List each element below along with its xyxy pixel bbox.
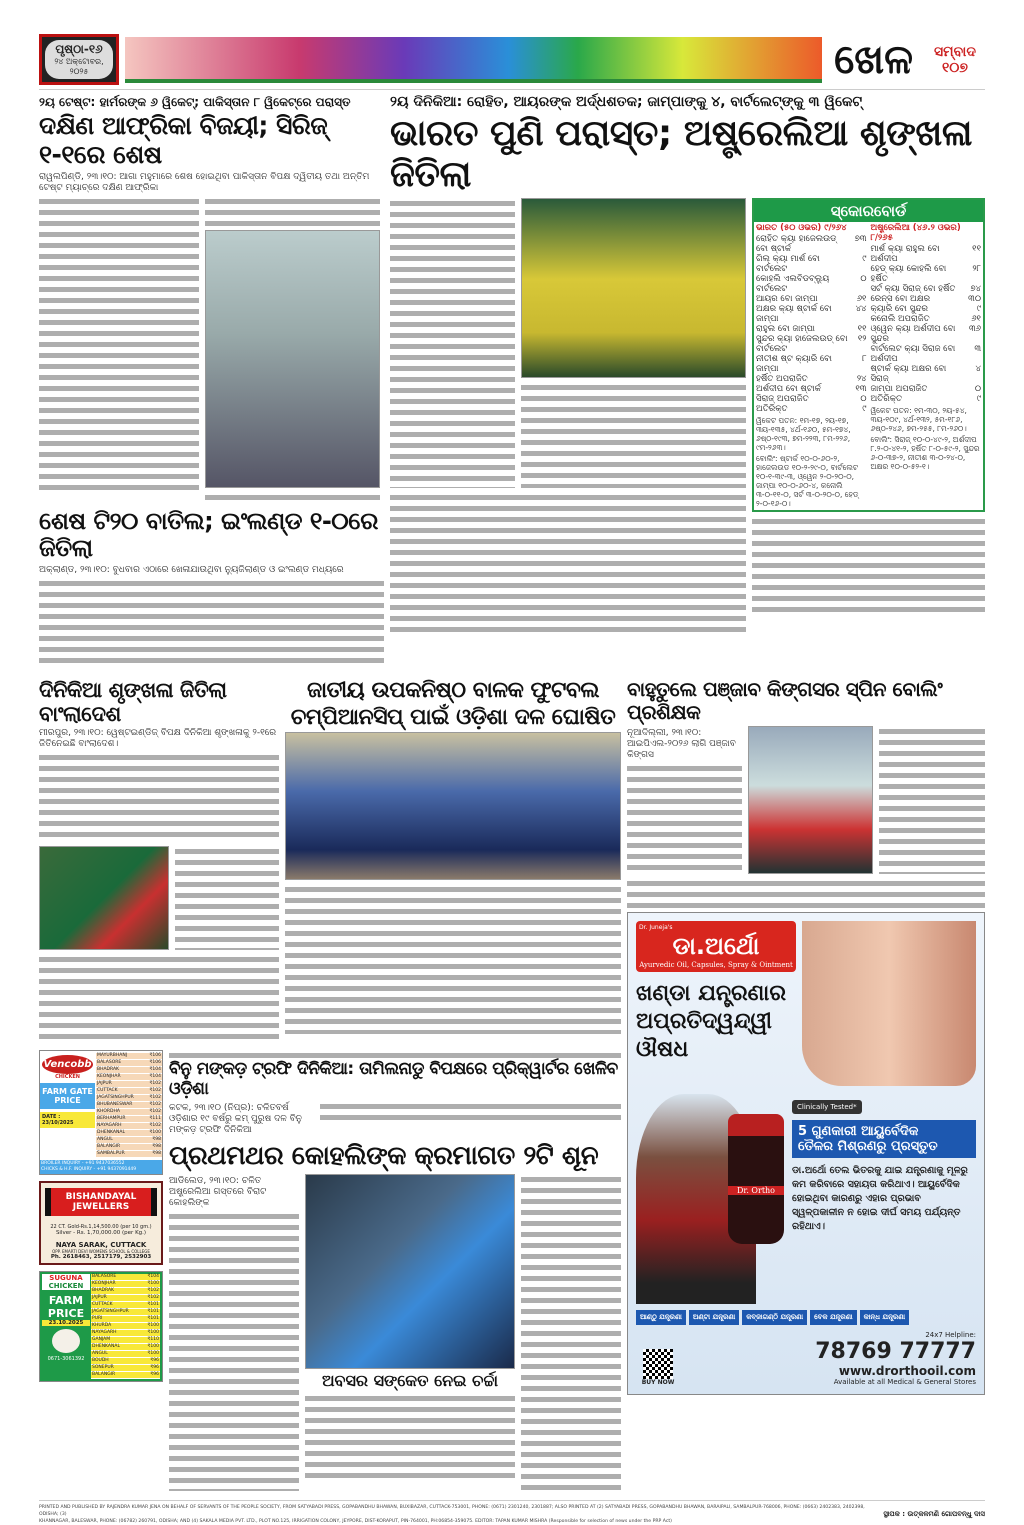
ban-body <box>39 752 279 842</box>
eng-lead: ଅକ୍‌ଲାଣ୍ଡ, ୨୩।୧୦: ବୁଧବାର ଏଠାରେ ଖେଳାଯାଉଥିବା ନ୍ୟୁଜିଲାଣ୍ଡ ଓ ଇଂଲଣ୍ଡ ମଧ୍ୟରେ <box>39 564 344 575</box>
pbks-body <box>627 763 742 873</box>
value-cell: ₹101 <box>144 1315 160 1322</box>
helpline-label: 24x7 Helpline: <box>925 1330 976 1339</box>
australia-total: ଅଷ୍ଟ୍ରେଲିଆ (୪୬.୨ ଓଭର) ୮/୨୬୫ <box>870 222 961 243</box>
value-cell: ୨୮ <box>972 263 981 274</box>
label-cell: ANGUL <box>91 1350 144 1357</box>
vinu-kohli-stories <box>169 1050 621 1494</box>
ad-band-text-1: 5 ଗୁଣକାରୀ ଆୟୁର୍ବେଦିକ <box>798 1123 919 1139</box>
label-cell: ସୁନ୍ଦର କ୍ୟା ହାଜେଲଉଡ୍ ବୋ ବାର୍ଟଲେଟ <box>756 333 848 354</box>
table-row <box>96 1101 162 1108</box>
table-row <box>754 394 869 404</box>
imprint-line-1: PRINTED AND PUBLISHED BY RAJENDRA KUMAR JENA ON BEHALF OF SERVANTS OF THE PEOPLE SOCIETY, FROM SATYABADI PRESS, GOPABANDHU BHAWAN, BUXIBAZAR, CUTTACK-753001, PHONE: (0671) 2301240, 2301887; ALSO PRINTED AT (2) SATYABADI PRESS, GOPABANDHU BHAWAN, BARAIPALI, SAMBALPUR-768006, PHONE: (0663) 2402383, 2402398, ODISHA; (3) <box>39 1504 865 1517</box>
label-cell: JAJPUR <box>96 1080 146 1087</box>
vinu-lead: କଟକ, ୨୩।୧୦ (ନିପ୍ର): ଚଳିତବର୍ଷ ଓଡ଼ିଶାର ୧୯ ବର୍ଷରୁ କମ୍ ପୁରୁଷ ଦଳ ବିନୁ ମଙ୍କଡ଼ ଟ୍ରଫି ଦିନିକିଆ <box>169 1103 302 1136</box>
vencobb-label: FARM GATE PRICE <box>40 1083 95 1109</box>
suguna-label: FARM <box>48 1293 84 1307</box>
founder: ସ୍ଥାପକ : ଉତ୍କଳମଣି ଗୋପବନ୍ଧୁ ଦାସ <box>883 1509 985 1518</box>
value-cell: ₹104 <box>146 1073 162 1080</box>
sa-lead: ରାୱଲପିଣ୍ଡି, ୨୩।୧୦: ଆଗା ମହୁମାରେ ଶେଷ ହୋଇଥିବା ପାକିସ୍ତାନ ବିପକ୍ଷ ଦ୍ୱିତୀୟ ତଥା ଅନ୍ତିମ ଟେଷ୍ଟ ମ୍ୟାଚ୍‌ରେ ଦକ୍ଷିଣ ଆଫ୍ରିକା <box>39 171 370 193</box>
label-cell: ହେଡ୍ କ୍ୟା କୋହଲି ବୋ ହର୍ଷିତ <box>870 263 947 284</box>
imprint-line-2: KHANNAGAR, BALESWAR, PHONE: (06782) 260791, ODISHA; AND (4) SAKALA MEDIA PVT. LTD., PLOT NO.125, IRRIGATION COLONY, JEYPORE, DIST-KORAPUT, PIN-764001, PH:06854-359075. EDITOR: TAPAN KUMAR MISHRA (Responsible for selection of news under the PRP Act) <box>39 1518 672 1524</box>
ban-body-2 <box>175 846 279 950</box>
label-cell: ରାହୁଲ ବୋ ଜାମ୍ପା <box>756 323 815 334</box>
table-row <box>96 1080 162 1087</box>
silver-rate: Silver - Rs. 1,70,000.00 (per Kg.) <box>55 1229 147 1236</box>
table-row <box>91 1371 160 1378</box>
page-header <box>39 34 985 90</box>
pain-label: କବ୍‌ଜାଗଣ୍ଠି ଯନ୍ତ୍ରଣା <box>742 1310 807 1325</box>
qr-code[interactable] <box>643 1349 673 1379</box>
label-cell: BHUBANESWAR <box>96 1101 146 1108</box>
ban-lead: ମୀରପୁର, ୨୩।୧୦: ୱେଷ୍ଟଇଣ୍ଡିଜ୍ ବିପକ୍ଷ ଦିନିକିଆ ଶୃଙ୍ଖଳାକୁ ୨-୧ରେ ଜିତିନେଇଛି ବାଂଲାଦେଶ। <box>39 727 277 749</box>
label-cell: GANJAM <box>91 1336 144 1343</box>
bottle-label: Dr. Ortho <box>728 1186 784 1195</box>
jeweller-name: BISHANDAYAL <box>65 1191 137 1202</box>
india-innings <box>754 222 869 510</box>
value-cell: ୬୧ <box>856 293 867 304</box>
vencobb-logo: Vencobb <box>42 1055 93 1074</box>
left-column <box>39 94 384 668</box>
table-row <box>96 1143 162 1150</box>
value-cell: ₹106 <box>146 1059 162 1066</box>
kohli-caption: ଅବସର ସଙ୍କେତ ନେଇ ଚର୍ଚ୍ଚା <box>321 1370 499 1390</box>
vencobb-price-table <box>96 1053 162 1158</box>
ad-band-text-2: ତୈଳର ମିଶ୍ରଣରୁ ପ୍ରସ୍ତୁତ <box>798 1138 938 1154</box>
label-cell: ସିରାଜ୍ ଅପରାଜିତ <box>756 393 809 404</box>
suguna-price-table <box>91 1274 160 1379</box>
ad-headline-2: ଅପ୍ରତିଦ୍ୱନ୍ଦ୍ୱୀ ଔଷଧ <box>636 1008 772 1062</box>
pain-list <box>636 1310 976 1325</box>
sa-trophy-photo <box>205 230 380 488</box>
table-row <box>869 344 984 364</box>
ban-headline: ଦିନିକିଆ ଶୃଙ୍ଖଳା ଜିତିଲା ବାଂଲାଦେଶ <box>39 677 227 726</box>
value-cell: ₹106 <box>146 1053 162 1060</box>
table-row <box>869 364 984 384</box>
table-row <box>96 1150 162 1157</box>
label-cell: BALANGIR <box>96 1143 146 1150</box>
value-cell: ୦ <box>860 273 867 284</box>
value-cell: ₹96 <box>144 1357 160 1364</box>
value-cell: ୧୨ <box>857 333 867 344</box>
suguna-date: 23.10.2025 <box>42 1320 90 1326</box>
value-cell: ୭୩ <box>854 233 867 244</box>
ind-kicker: ୨ୟ ଦିନିକିଆ: ରୋହିତ, ଆୟରଙ୍କ ଅର୍ଦ୍ଧଶତକ; ଜାମ୍ପାଙ୍କୁ ୪, ବାର୍ଟଲେଟ୍‌ଙ୍କୁ ୩ ୱିକେଟ୍ <box>390 94 863 110</box>
table-row <box>869 284 984 294</box>
value-cell: ୩୬ <box>968 323 981 334</box>
label-cell: NAYAGARH <box>91 1329 144 1336</box>
lower-left <box>39 676 621 1494</box>
website[interactable]: www.drorthooil.com <box>838 1363 976 1378</box>
vencobb-ad[interactable] <box>39 1050 163 1175</box>
kohli-lead: ଆଡିଲେଡ, ୨୩।୧୦: ଚଳିତ ଅଷ୍ଟ୍ରେଲିଆ ଗସ୍ତରେ ବିରାଟ କୋହଲିଙ୍କ <box>169 1175 267 1208</box>
value-cell: ୪୪ <box>855 303 867 314</box>
pain-label: ଅଣ୍ଟା ଯନ୍ତ୍ରଣା <box>689 1310 739 1325</box>
chicken-image <box>52 1329 80 1353</box>
vinu-body <box>320 1101 621 1123</box>
vencobb-sub: CHICKEN <box>55 1073 80 1080</box>
table-row <box>754 294 869 304</box>
table-row <box>91 1329 160 1336</box>
label-cell: KEONJHAR <box>96 1073 146 1080</box>
table-row <box>96 1087 162 1094</box>
vencobb-phone-2[interactable]: +91 9437091449 <box>96 1166 137 1172</box>
pbks-headline: ବାହୁତୁଲେ ପଞ୍ଜାବ କିଙ୍ଗସର ସ୍ପିନ ବୋଲିଂ ପ୍ରଶିକ୍ଷକ <box>627 676 943 724</box>
label-cell: ନୀତୀଶ ଷ୍ଟ କ୍ୟାରି ବୋ ଜାମ୍ପା <box>756 353 832 374</box>
table-row <box>91 1357 160 1364</box>
section-title: ଖେଳ <box>834 36 913 83</box>
table-row <box>91 1294 160 1301</box>
table-row <box>754 234 869 254</box>
table-row <box>869 264 984 284</box>
foot-body <box>285 884 621 1034</box>
label-cell: ବାର୍ଟଲେଟ କ୍ୟା ସିରାଜ ବୋ ଅର୍ଶଦୀପ <box>870 343 956 364</box>
value-cell: ₹104 <box>144 1274 160 1281</box>
label-cell: ହର୍ଷିତ ଅପରାଜିତ <box>756 373 808 384</box>
ambassador-area <box>636 1094 786 1304</box>
right-column <box>390 94 985 632</box>
oil-bottle <box>728 1114 784 1244</box>
pbks-lead: ନୂଆଦିଲ୍ଲୀ, ୨୩।୧୦: ଆଇପିଏଲ-୨୦୨୬ ଲାଗି ପଞ୍ଜାବ କିଙ୍ଗସ <box>627 727 736 760</box>
value-cell: ₹102 <box>146 1087 162 1094</box>
jeweller-address-2: OPP. EMARTI DEVI WOMENS SCHOOL & COLLEGE <box>52 1248 150 1254</box>
jeweller-phone: Ph. 2618463, 2517179, 2532903 <box>50 1253 152 1260</box>
label-cell: କନୋଲି ଅପରାଜିତ <box>870 313 930 324</box>
sa-kicker: ୨ୟ ଟେଷ୍ଟ: ହାର୍ମରଙ୍କ ୬ ୱିକେଟ୍; ପାକିସ୍ତାନ ୮ ୱିକେଟ୍‌ରେ ପରାସ୍ତ <box>39 95 351 109</box>
value-cell: ₹100 <box>144 1329 160 1336</box>
value-cell: ୨୪ <box>856 373 867 384</box>
vinu-headline: ବିନୁ ମଙ୍କଡ଼ ଟ୍ରଫି ଦିନିକିଆ: ତାମିଲନାଡୁ ବିପକ୍ଷରେ ପ୍ରିକ୍ୱାର୍ଟର ଖେଳିବ ଓଡ଼ିଶା <box>169 1058 618 1099</box>
label-cell: ଅତିରିକ୍ତ <box>756 403 788 414</box>
label-cell: KHURDA <box>91 1322 144 1329</box>
footer <box>39 1500 985 1525</box>
label-cell: SONEPUR <box>91 1364 144 1371</box>
helpline-number[interactable]: 78769 77777 <box>815 1338 976 1364</box>
table-row <box>91 1287 160 1294</box>
sa-body <box>39 196 199 496</box>
label-cell: ଓ୍ୱେନ କ୍ୟା ଅର୍ଶଦୀପ ବୋ ସୁନ୍ଦର <box>870 323 956 344</box>
value-cell: ୮ <box>862 353 867 364</box>
table-row <box>869 384 984 394</box>
sports-banner <box>125 37 822 83</box>
table-row <box>869 314 984 324</box>
table-row <box>91 1343 160 1350</box>
value-cell: ₹102 <box>146 1108 162 1115</box>
jeweller-address: NAYA SARAK, CUTTACK <box>55 1240 147 1249</box>
table-row <box>754 404 869 414</box>
label-cell: PURI <box>91 1315 144 1322</box>
label-cell: NAYAGARH <box>96 1122 146 1129</box>
value-cell: ₹101 <box>144 1301 160 1308</box>
vencobb-enquiry: BROILER INQUIRY - <box>41 1160 84 1166</box>
label-cell: BALANGIR <box>91 1371 144 1378</box>
pbks-body-3 <box>627 878 985 908</box>
table-row <box>869 294 984 304</box>
ad-tagline: Ayurvedic Oil, Capsules, Spray & Ointment <box>639 960 793 969</box>
value-cell: ₹100 <box>144 1343 160 1350</box>
table-row <box>96 1073 162 1080</box>
table-row <box>91 1308 160 1315</box>
scoreboard <box>752 198 985 512</box>
table-row <box>869 394 984 404</box>
label-cell: ଅତିରିକ୍ତ <box>870 393 903 404</box>
label-cell: ସର୍ଟ କ୍ୟା ସିରାଜ୍ ବୋ ହର୍ଷିତ <box>870 283 956 294</box>
ban-body-3 <box>39 954 279 1044</box>
australia-innings <box>869 222 984 510</box>
label-cell: BALASORE <box>96 1059 146 1066</box>
value-cell: ୬୧ <box>971 313 981 324</box>
dr-ortho-ad[interactable] <box>627 912 985 1395</box>
suguna-ad[interactable] <box>39 1271 163 1382</box>
table-row <box>754 274 869 294</box>
label-cell: ଗିଲ୍ କ୍ୟା ମାର୍ଶ ବୋ ବାର୍ଟଲେଟ <box>756 253 820 274</box>
table-row <box>91 1322 160 1329</box>
table-row <box>869 304 984 314</box>
value-cell: ₹96 <box>144 1371 160 1378</box>
label-cell: BHADRAK <box>91 1287 144 1294</box>
newspaper-page <box>39 0 985 1525</box>
value-cell: ୦ <box>974 383 981 394</box>
india-fow: ୱିକେଟ ପତନ: ୧ମ-୧୭, ୨ୟ-୧୭, ୩ୟ-୧୩୫, ୪ର୍ଥ-୧୬୦, ୫ମ-୧୭୪, ୬ଷ୍ଠ-୧୯୩, ୭ମ-୨୨୩, ୮ମ-୨୨୬, ୯ମ-୨୬୩। <box>756 415 851 452</box>
ad-band <box>792 1120 976 1158</box>
label-cell: ANGUL <box>96 1136 146 1143</box>
value-cell: ₹98 <box>146 1143 162 1150</box>
kohli-body-3 <box>521 1174 621 1494</box>
label-cell: ଜାମ୍ପା ଅପରାଜିତ <box>870 383 928 394</box>
table-row <box>869 324 984 344</box>
value-cell: ୩ <box>974 343 981 354</box>
label-cell: କୋହଲି ଏଲବିଡବ୍ଲ୍ୟୁ ବାର୍ଟଲେଟ <box>756 273 830 294</box>
football-team-photo <box>285 732 621 880</box>
table-row <box>91 1336 160 1343</box>
buy-now[interactable]: BUY NOW <box>641 1378 675 1386</box>
value-cell: ୯ <box>976 393 981 404</box>
label-cell: ମାର୍ଶ କ୍ୟା ରାହୁଲ ବୋ ଅର୍ଶଦୀପ <box>870 243 940 264</box>
value-cell: ₹100 <box>144 1350 160 1357</box>
table-row <box>91 1301 160 1308</box>
value-cell: ୩୦ <box>968 293 981 304</box>
table-row <box>96 1115 162 1122</box>
ad-brand: ଡା.ଅର୍ଥୋ <box>672 931 760 960</box>
value-cell: ୧୧ <box>857 323 867 334</box>
table-row <box>96 1129 162 1136</box>
value-cell: ₹96 <box>144 1364 160 1371</box>
page-date: ୨୪ ଅକ୍ଟୋବର, ୨୦୨୫ <box>54 57 104 76</box>
pain-label: ଆଣ୍ଠୁ ଯନ୍ତ୍ରଣା <box>636 1310 686 1325</box>
value-cell: ₹101 <box>144 1308 160 1315</box>
value-cell: ₹102 <box>146 1080 162 1087</box>
ind-headline: ଭାରତ ପୁଣି ପରାସ୍ତ; ଅଷ୍ଟ୍ରେଲିଆ ଶୃଙ୍ଖଳା ଜିତିଲା <box>390 113 972 196</box>
ban-player-photo <box>39 846 169 950</box>
table-row <box>869 244 984 264</box>
table-row <box>96 1122 162 1129</box>
label-cell: ଅକ୍ଷର କ୍ୟା ଷ୍ଟାର୍କ ବୋ ଜାମ୍ପା <box>756 303 832 324</box>
vencobb-enquiry-2: CHICKS & H.F. INQUIRY - <box>41 1166 96 1172</box>
value-cell: ୭୪ <box>970 283 981 294</box>
label-cell: BHADRAK <box>96 1066 146 1073</box>
suguna-label-2: PRICE <box>47 1306 85 1320</box>
label-cell: SAMBALPUR <box>96 1150 146 1157</box>
ind-team-photo <box>521 198 746 378</box>
lower-section <box>39 676 985 1494</box>
sa-headline: ଦକ୍ଷିଣ ଆଫ୍ରିକା ବିଜୟୀ; ସିରିଜ୍ ୧-୧ରେ ଶେଷ <box>39 111 328 169</box>
value-cell: ₹98 <box>146 1136 162 1143</box>
value-cell: ₹110 <box>144 1336 160 1343</box>
ad-headline-1: ଖଣ୍ଡା ଯନ୍ତ୍ରଣାର <box>636 980 786 1006</box>
pain-label: କାନ୍ଧ ଯନ୍ତ୍ରଣା <box>860 1310 909 1325</box>
value-cell: ₹100 <box>144 1322 160 1329</box>
label-cell: DHENKANAL <box>91 1343 144 1350</box>
page-badge <box>39 34 119 85</box>
value-cell: ₹98 <box>146 1150 162 1157</box>
label-cell: ଆୟର ବୋ ଜାମ୍ପା <box>756 293 818 304</box>
label-cell: MAYURBHANJ <box>96 1053 146 1060</box>
ad-desc: ଡା.ଅର୍ଥୋ ତେଲ ଭିତରକୁ ଯାଇ ଯନ୍ତ୍ରଣାକୁ ମୂଳରୁ କମ କରିବାରେ ସହାୟତା କରିଥାଏ। ଆୟୁର୍ବେଦିକ ହୋଇଥିବା କାରଣରୁ ଏହାର ପ୍ରଭାବ ସ୍ୱଳ୍ପକାଳୀନ ନ ହୋଇ ଦୀର୍ଘ ସମୟ ପର୍ଯ୍ୟନ୍ତ ରହିଥାଏ। <box>792 1164 968 1232</box>
label-cell: BOUDH <box>91 1357 144 1364</box>
ind-body <box>390 198 515 488</box>
ind-body-4 <box>390 492 746 632</box>
coach-photo <box>748 726 873 874</box>
value-cell: ₹111 <box>146 1115 162 1122</box>
value-cell: ୦ <box>860 393 867 404</box>
gold-rate: 22 CT. Gold-Rs.1,14,500.00 (per 10 gm.) <box>50 1223 152 1230</box>
label-cell: CUTTACK <box>91 1301 144 1308</box>
value-cell: ₹100 <box>144 1280 160 1287</box>
table-row <box>754 304 869 324</box>
pain-label: ବେକ ଯନ୍ତ୍ରଣା <box>810 1310 857 1325</box>
label-cell: JAJPUR <box>91 1294 144 1301</box>
table-row <box>754 254 869 274</box>
table-row <box>754 354 869 374</box>
kohli-headline: ପ୍ରଥମଥର କୋହଲିଙ୍କ କ୍ରମାଗତ ୨ଟି ଶୂନ <box>169 1141 599 1172</box>
label-cell: ରେନ୍‌ସ ବୋ ଅକ୍ଷର <box>870 293 931 304</box>
eng-body <box>39 578 384 668</box>
value-cell: ୯ <box>976 303 981 314</box>
label-cell: JAGATSINGHPUR <box>91 1308 144 1315</box>
foot-story <box>285 676 621 1035</box>
ban-story <box>39 676 279 1044</box>
table-row <box>91 1364 160 1371</box>
clinically-tested-badge: Clinically Tested* <box>792 1100 862 1114</box>
label-cell: DHENKANAL <box>96 1129 146 1136</box>
ad-by: Dr. Juneja's <box>639 923 673 931</box>
suguna-brand-2: CHICKEN <box>42 1282 90 1290</box>
table-row <box>91 1350 160 1357</box>
value-cell: ୯ <box>862 403 867 414</box>
table-row <box>96 1108 162 1115</box>
value-cell: ₹102 <box>146 1101 162 1108</box>
pbks-body-2 <box>879 726 985 874</box>
table-row <box>96 1059 162 1066</box>
label-cell: କ୍ୟାରି ବୋ ସୁନ୍ଦର <box>870 303 928 314</box>
ind-body-3 <box>752 516 985 616</box>
australia-fow: ୱିକେଟ ପତନ: ୧ମ-୩୦, ୨ୟ-୫୪, ୩ୟ-୧୦୯, ୪ର୍ଥ-୧୩୨, ୫ମ-୧୮୬, ୬ଷ୍ଠ-୨୪୬, ୭ମ-୨୫୫, ୮ମ-୨୬୦। <box>870 405 967 433</box>
misc-body <box>169 1050 621 1058</box>
table-row <box>96 1066 162 1073</box>
kohli-photo <box>305 1174 515 1369</box>
table-row <box>91 1315 160 1322</box>
table-row <box>754 324 869 334</box>
label-cell: ଷ୍ଟାର୍କ କ୍ୟା ଅକ୍ଷର ବୋ ସିରାଜ୍ <box>870 363 947 384</box>
anniversary-logo: ସମ୍ବାଦ ୧୦୭ <box>934 43 976 76</box>
label-cell: BERHAMPUR <box>96 1115 146 1122</box>
value-cell: ₹104 <box>146 1066 162 1073</box>
value-cell: ୪ <box>975 363 981 374</box>
value-cell: ୧୩ <box>855 383 867 394</box>
vencobb-phone[interactable]: +91 9437036552 <box>84 1160 125 1166</box>
value-cell: ୯ <box>862 253 867 264</box>
bishandayal-ad[interactable] <box>39 1181 163 1265</box>
value-cell: ₹102 <box>146 1094 162 1101</box>
suguna-brand: SUGUNA <box>42 1274 90 1282</box>
value-cell: ୧୧ <box>972 243 981 254</box>
india-total: ଭାରତ (୫୦ ଓଭର) ୯/୨୬୪ <box>756 222 847 233</box>
table-row <box>96 1136 162 1143</box>
table-row <box>91 1280 160 1287</box>
foot-headline-1: ଜାତୀୟ ଉପକନିଷ୍ଠ ବାଳକ ଫୁଟବଲ <box>306 677 600 703</box>
table-row <box>754 334 869 354</box>
page-number: ପୃଷ୍ଠା-୧୬ <box>55 42 103 56</box>
table-row <box>96 1094 162 1101</box>
jeweller-name-2: JEWELLERS <box>72 1201 130 1212</box>
ind-body-2 <box>521 382 746 488</box>
vencobb-date: DATE : 23/10/2025 <box>40 1112 95 1128</box>
eng-headline: ଶେଷ ଟି୨୦ ବାତିଲ; ଇଂଲଣ୍ଡ ୧-୦ରେ ଜିତିଲା <box>39 506 378 563</box>
value-cell: ₹102 <box>146 1122 162 1129</box>
table-row <box>754 374 869 384</box>
availability: Available at all Medical & General Stores <box>833 1377 976 1386</box>
value-cell: ₹100 <box>146 1129 162 1136</box>
foot-headline-2: ଚମ୍ପିଆନସିପ୍ ପାଇଁ ଓଡ଼ିଶା ଦଳ ଘୋଷିତ <box>290 704 616 730</box>
knee-image <box>802 921 976 1086</box>
table-row <box>754 384 869 394</box>
footer-imprint <box>39 1504 877 1525</box>
label-cell: ଅର୍ଶଦୀପ ବୋ ଷ୍ଟାର୍କ <box>756 383 821 394</box>
value-cell: ₹102 <box>144 1287 160 1294</box>
kohli-body <box>169 1211 299 1491</box>
kohli-body-2 <box>305 1393 515 1483</box>
india-bowling: ବୋଲିଂ: ଷ୍ଟାର୍କ ୧୦-୦-୬୦-୨, ହାଜେଲଉଡ ୧୦-୨-୨୯-୦, ବାର୍ଟଲେଟ ୧୦-୧-୩୯-୩, ଓ୍ୱେନ ୨-୦-୨୦-୦, ଜାମ୍ପା ୧୦-୦-୬୦-୪, କନୋଲି ୩-୦-୧୧-୦, ସର୍ଟ ୩-୦-୨୦-୦, ହେଡ୍ ୨-୦-୧୬-୦। <box>756 453 859 508</box>
sa-body-3 <box>205 492 380 502</box>
top-section <box>39 94 985 668</box>
sa-body-2 <box>205 196 380 226</box>
label-cell: KHORDHA <box>96 1108 146 1115</box>
label-cell: CUTTACK <box>96 1087 146 1094</box>
left-ads <box>39 1050 163 1388</box>
australia-bowling: ବୋଲିଂ: ସିରାଜ୍ ୧୦-୦-୪୯-୨, ଅର୍ଶଦୀପ ୮.୨-୦-୪୧-୨, ହର୍ଷିତ ୮-୦-୫୯-୨, ସୁନ୍ଦର ୬-୦-୩୭-୨, ନୀତୀଶ ୩-୦-୨୪-୦, ଅକ୍ଷର ୧୦-୦-୫୨-୧। <box>870 434 980 471</box>
lower-right <box>627 676 985 1401</box>
label-cell: ରୋହିତ କ୍ୟା ହାଜେଲଉଡ୍ ବୋ ଷ୍ଟାର୍କ <box>756 233 837 254</box>
value-cell: ₹102 <box>144 1294 160 1301</box>
label-cell: JAGATSINGHPUR <box>96 1094 146 1101</box>
scoreboard-title: ସ୍କୋରବୋର୍ଡ <box>754 200 983 222</box>
suguna-phone[interactable]: 0671-3061392 <box>47 1355 85 1362</box>
label-cell: KEONJHAR <box>91 1280 144 1287</box>
label-cell: BALASORE <box>91 1274 144 1281</box>
